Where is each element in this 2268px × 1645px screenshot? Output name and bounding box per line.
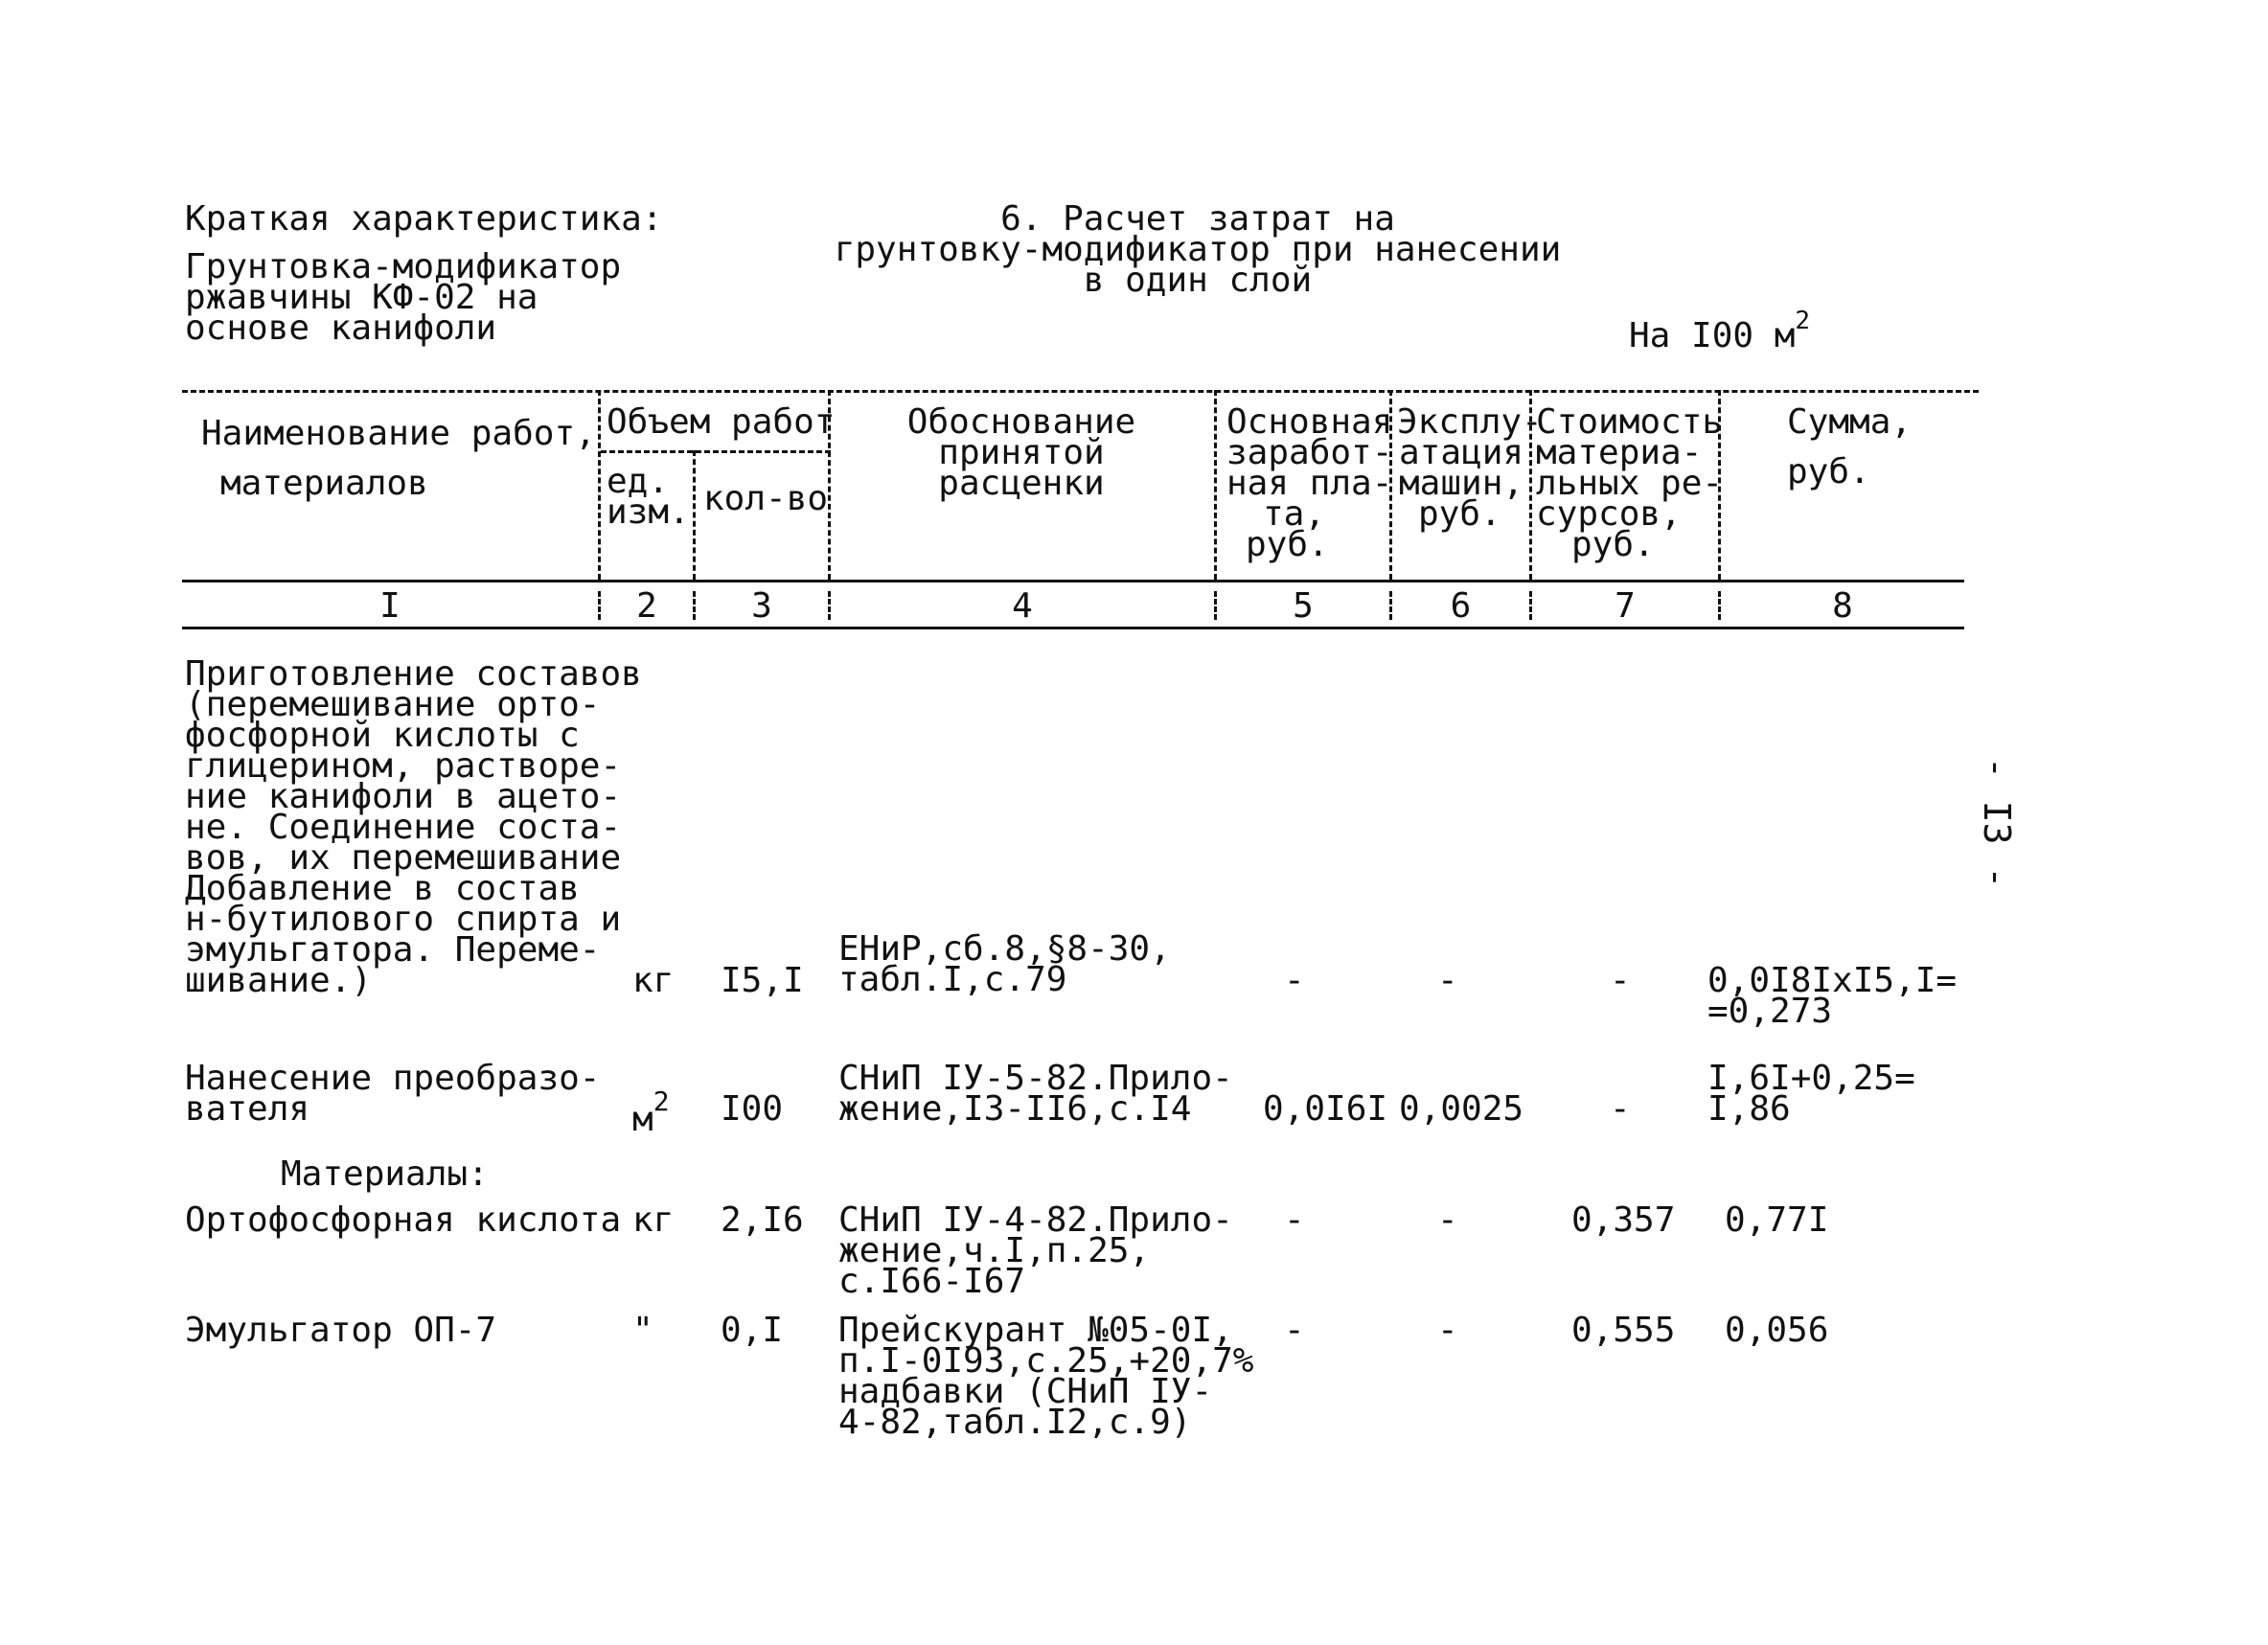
row3-sum: 0,77I: [1725, 1200, 1829, 1240]
row4-sum: 0,056: [1725, 1311, 1829, 1350]
col-basis-header-2: принятой: [938, 433, 1105, 472]
summary-title: Краткая характеристика:: [185, 199, 663, 239]
col-sum-header-1: Сумма,: [1787, 402, 1913, 442]
row2-qty: I00: [721, 1089, 784, 1129]
row3-machines: -: [1437, 1200, 1458, 1240]
row3-basis-1: СНиП IУ-4-82.Прило-: [838, 1200, 1233, 1240]
row1-name-1: Приготовление составов: [185, 654, 642, 694]
col-sum-header-2: руб.: [1787, 452, 1870, 491]
row2-basis-1: СНиП IУ-5-82.Прило-: [838, 1059, 1233, 1098]
row3-salary: -: [1284, 1200, 1305, 1240]
col-number-1: I: [379, 586, 401, 626]
col-sep-4: [1214, 390, 1217, 580]
row1-basis-2: табл.I,с.79: [838, 960, 1067, 999]
col-salary-header-4: та,: [1263, 494, 1326, 534]
summary-line-3: основе канифоли: [185, 308, 497, 348]
row1-name-9: н-бутилового спирта и: [185, 900, 622, 939]
row3-basis-3: с.I66-I67: [838, 1262, 1026, 1301]
row4-basis-4: 4-82,табл.I2,с.9): [838, 1403, 1192, 1442]
col-salary-header-3: ная пла-: [1226, 464, 1393, 503]
page-number: - I3 -: [1976, 757, 2018, 889]
col-materials-header-5: руб.: [1571, 525, 1655, 564]
row2-unit: $м^2$: [632, 1085, 670, 1139]
col-machines-header-3: машин,: [1399, 464, 1524, 503]
col-salary-header-2: заработ-: [1226, 433, 1393, 472]
row2-sum-1: I,6I+0,25=: [1707, 1059, 1915, 1098]
row4-basis-3: надбавки (СНиП IУ-: [838, 1372, 1213, 1411]
col-name-header-1: Наименование работ,: [201, 414, 596, 453]
row1-name-5: ние канифоли в ацето-: [185, 777, 622, 816]
col-number-8: 8: [1832, 586, 1853, 626]
row4-qty: 0,I: [721, 1311, 784, 1350]
col-name-header-2: материалов: [220, 464, 428, 503]
row1-name-6: не. Соединение соста-: [185, 808, 622, 847]
row3-qty: 2,I6: [721, 1200, 804, 1240]
col-number-3: 3: [751, 586, 772, 626]
row2-materials: -: [1610, 1089, 1631, 1129]
row4-basis-2: п.I-0I93,с.25,+20,7%: [838, 1341, 1254, 1381]
col-number-5: 5: [1293, 586, 1314, 626]
materials-heading: Материалы:: [281, 1154, 489, 1194]
unit-note: На I00 $м^2$: [1629, 307, 1811, 355]
col-machines-header-2: атация: [1399, 433, 1524, 472]
row1-materials: -: [1610, 961, 1631, 1000]
col-sep-1: [598, 390, 601, 580]
row4-salary: -: [1284, 1311, 1305, 1350]
row4-name: Эмульгатор ОП-7: [185, 1311, 497, 1350]
row2-name-1: Нанесение преобразо-: [185, 1059, 601, 1098]
section-title-line-2: грунтовку-модификатор при нанесении: [834, 230, 1562, 269]
col-number-2: 2: [636, 586, 657, 626]
row2-name-2: вателя: [185, 1089, 310, 1129]
row2-machines: 0,0025: [1399, 1089, 1524, 1129]
num-sep-3: [828, 591, 831, 620]
row1-name-2: (перемешивание орто-: [185, 685, 601, 724]
row4-materials: 0,555: [1571, 1311, 1676, 1350]
col-unit-header-1: ед.: [607, 462, 670, 501]
summary-line-1: Грунтовка-модификатор: [185, 247, 622, 286]
col-machines-header-1: Эксплу-: [1397, 402, 1543, 442]
row1-sum-1: 0,0I8IxI5,I=: [1707, 961, 1958, 1000]
row1-name-4: глицерином, растворе-: [185, 746, 622, 786]
row4-machines: -: [1437, 1311, 1458, 1350]
col-materials-header-1: Стоимость: [1536, 402, 1724, 442]
num-sep-5: [1389, 591, 1392, 620]
row1-name-10: эмульгатора. Переме-: [185, 930, 601, 970]
header-top-rule: [182, 390, 1979, 393]
row4-basis-1: Прейскурант №05-0I,: [838, 1311, 1233, 1350]
numbers-bottom-rule: [182, 627, 1964, 629]
row3-unit: кг: [632, 1200, 675, 1240]
col-machines-header-4: руб.: [1418, 494, 1501, 534]
summary-line-2: ржавчины КФ-02 на: [185, 278, 538, 317]
row1-salary: -: [1284, 961, 1305, 1000]
volume-subrule: [601, 450, 831, 453]
row1-machines: -: [1437, 961, 1458, 1000]
row3-materials: 0,357: [1571, 1200, 1676, 1240]
row1-basis-1: ЕНиР,сб.8,§8-30,: [838, 929, 1171, 969]
row1-unit: кг: [632, 961, 675, 1000]
col-number-6: 6: [1450, 586, 1472, 626]
num-sep-2: [693, 591, 696, 620]
row1-qty: I5,I: [721, 961, 804, 1000]
section-title-line-1: 6. Расчет затрат на: [1000, 199, 1395, 239]
row2-salary: 0,0I6I: [1263, 1089, 1388, 1129]
num-sep-7: [1718, 591, 1721, 620]
col-number-4: 4: [1012, 586, 1033, 626]
row1-name-8: Добавление в состав: [185, 869, 580, 908]
row1-name-7: вов, их перемешивание: [185, 838, 622, 878]
num-sep-6: [1529, 591, 1532, 620]
row1-sum-2: =0,273: [1707, 992, 1833, 1031]
col-materials-header-3: льных ре-: [1536, 464, 1724, 503]
row3-basis-2: жение,ч.I,п.25,: [838, 1231, 1151, 1270]
row2-sum-2: I,86: [1707, 1089, 1791, 1129]
num-sep-1: [598, 591, 601, 620]
col-unit-header-2: изм.: [607, 492, 690, 532]
col-materials-header-4: сурсов,: [1536, 494, 1682, 534]
col-salary-header-1: Основная: [1226, 402, 1393, 442]
row1-name-11: шивание.): [185, 961, 373, 1000]
col-materials-header-2: материа-: [1536, 433, 1703, 472]
row3-name: Ортофосфорная кислота: [185, 1200, 622, 1240]
row1-name-3: фосфорной кислоты с: [185, 716, 580, 755]
col-sep-2: [693, 450, 696, 580]
col-qty-header: кол-во: [703, 479, 829, 518]
col-basis-header-3: расценки: [938, 464, 1105, 503]
col-basis-header-1: Обоснование: [906, 402, 1136, 442]
row4-unit: ": [632, 1311, 653, 1350]
col-salary-header-5: руб.: [1246, 525, 1329, 564]
row2-basis-2: жение,I3-II6,с.I4: [838, 1089, 1192, 1129]
num-sep-4: [1214, 591, 1217, 620]
col-volume-header: Объем работ: [607, 402, 836, 442]
col-number-7: 7: [1615, 586, 1636, 626]
header-bottom-rule: [182, 580, 1964, 583]
section-title-line-3: в один слой: [1083, 261, 1313, 300]
